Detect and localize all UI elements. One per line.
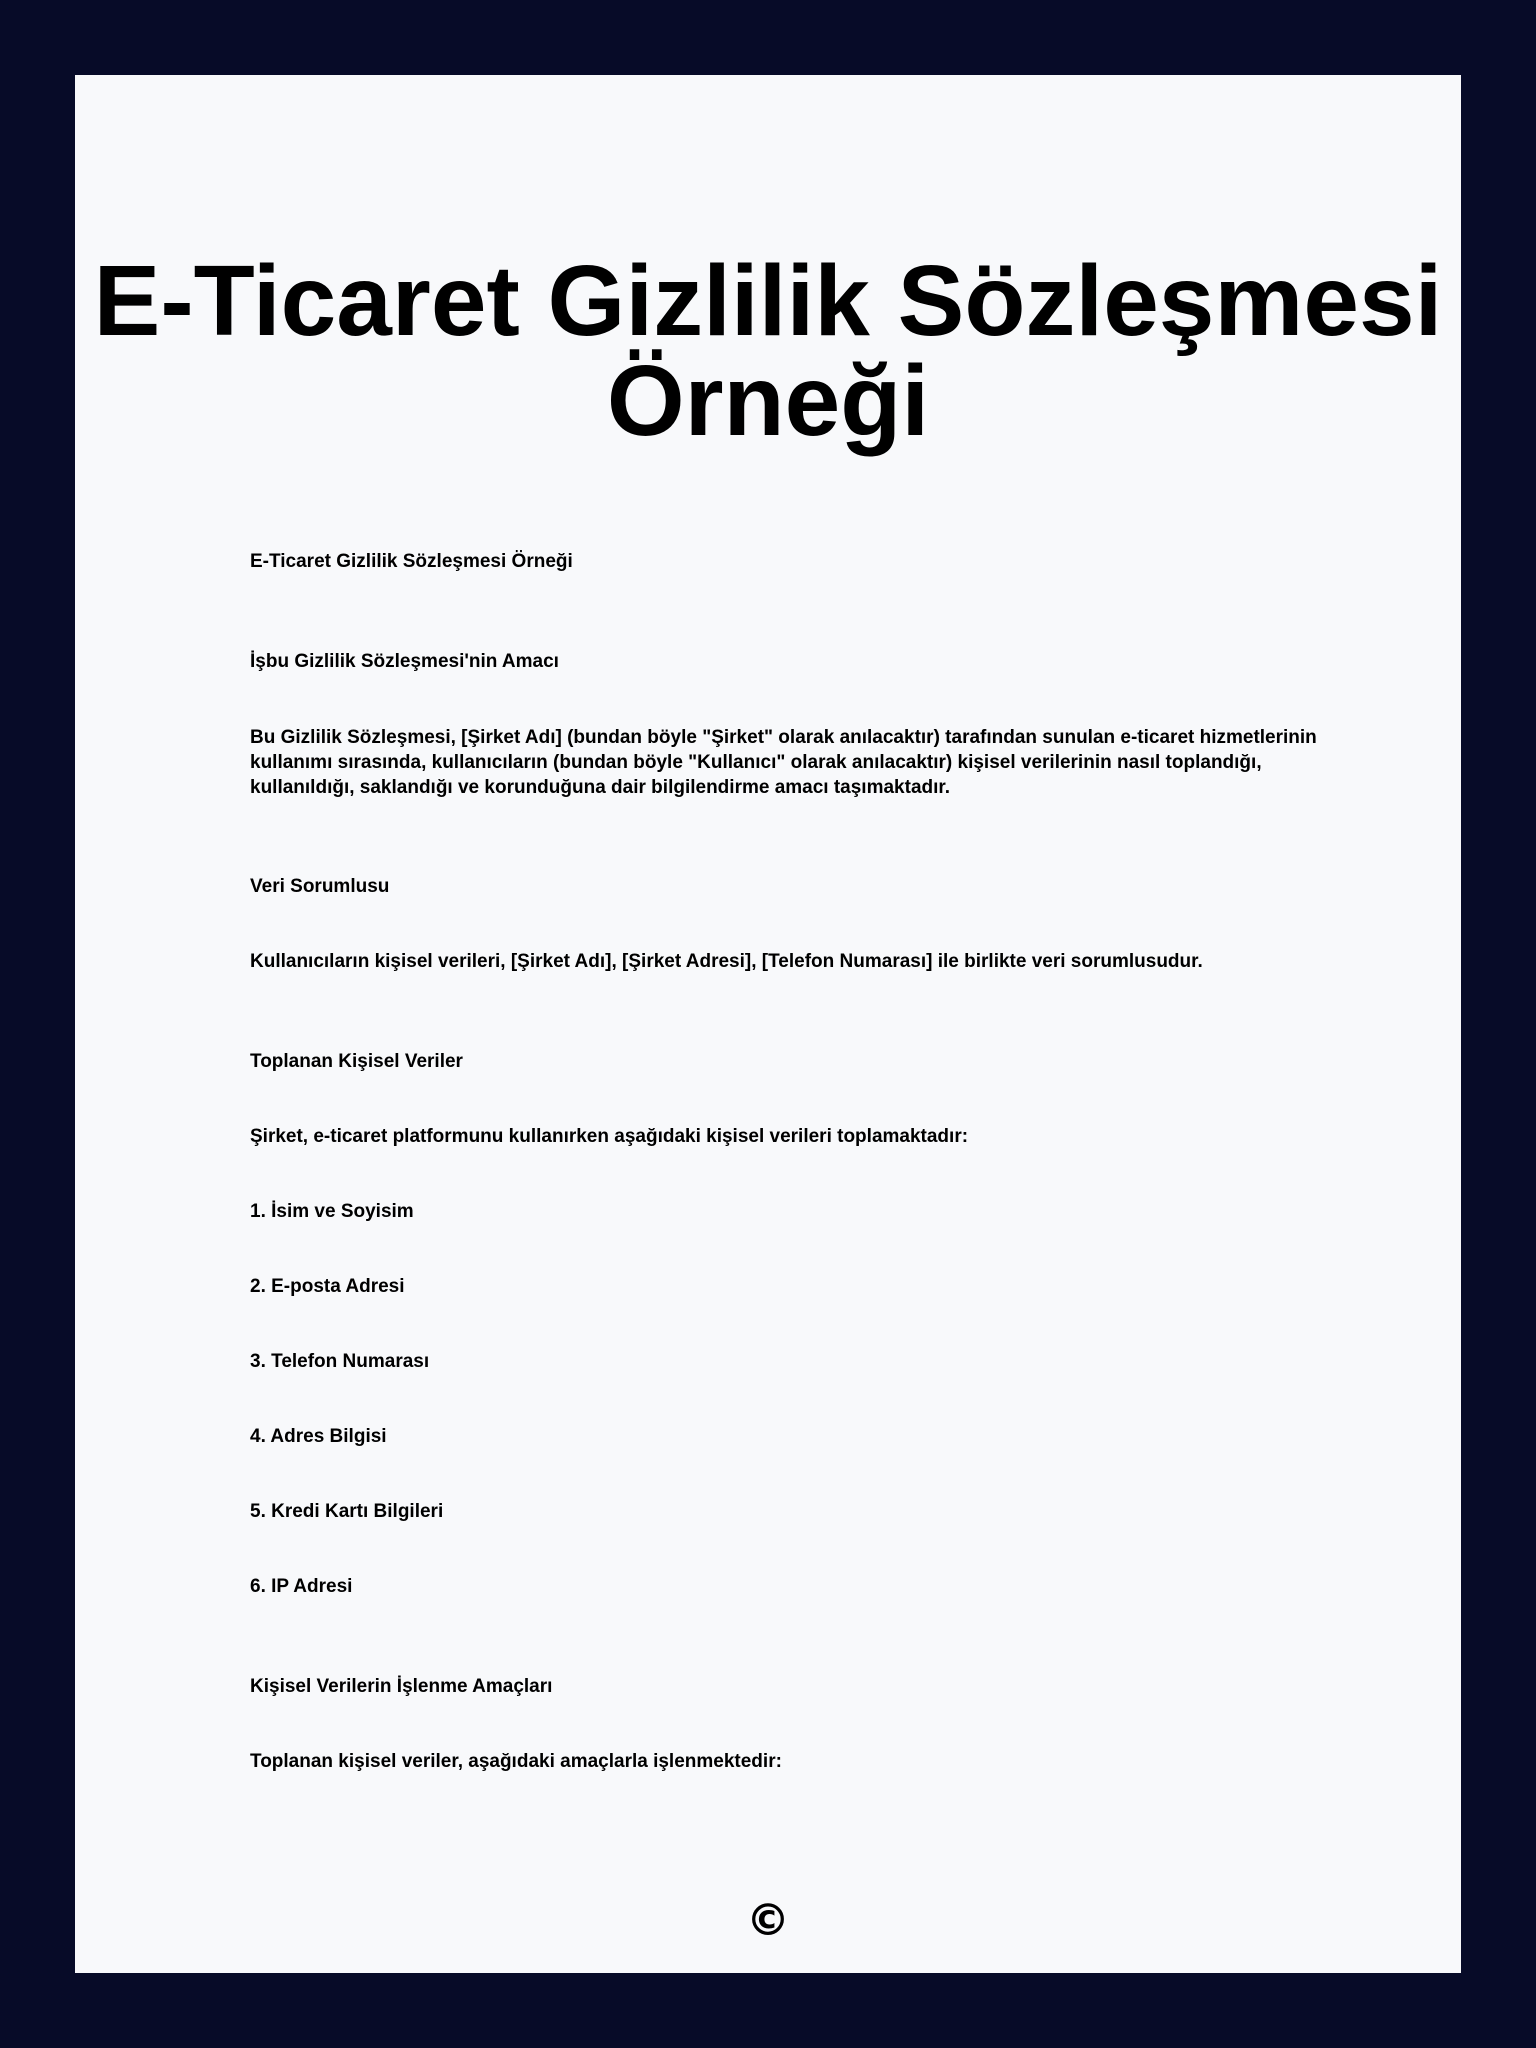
list-item: 6. IP Adresi [250,1576,353,1597]
copyright-icon: © [746,1895,790,1946]
section-heading-processing-purposes: Kişisel Verilerin İşlenme Amaçları [250,1676,553,1697]
list-item: 1. İsim ve Soyisim [250,1201,414,1222]
page-title: E-Ticaret Gizlilik Sözleşmesi Örneği [93,245,1443,457]
list-item: 5. Kredi Kartı Bilgileri [250,1501,444,1522]
list-item: 4. Adres Bilgisi [250,1426,387,1447]
document-page [75,75,1461,1973]
section-heading-collected-data: Toplanan Kişisel Veriler [250,1051,463,1072]
section-paragraph-data-controller: Kullanıcıların kişisel verileri, [Şirket Adı], [Şirket Adresi], [Telefon Numarası] ile birlikte veri sorumlusudur. [250,951,1203,972]
section-heading-data-controller: Veri Sorumlusu [250,876,390,897]
document-subtitle: E-Ticaret Gizlilik Sözleşmesi Örneği [250,551,573,572]
section-paragraph-processing-purposes: Toplanan kişisel veriler, aşağıdaki amaçlarla işlenmektedir: [250,1751,782,1772]
list-item: 2. E-posta Adresi [250,1276,405,1297]
section-heading-purpose: İşbu Gizlilik Sözleşmesi'nin Amacı [250,651,559,672]
section-paragraph-collected-data: Şirket, e-ticaret platformunu kullanırken aşağıdaki kişisel verileri toplamaktadır: [250,1126,969,1147]
list-item: 3. Telefon Numarası [250,1351,430,1372]
section-paragraph-purpose: Bu Gizlilik Sözleşmesi, [Şirket Adı] (bundan böyle "Şirket" olarak anılacaktır) tarafından sunulan e-ticaret hizmetlerinin kullanımı sırasında, kullanıcıların (bundan böyle "Kullanıcı" olarak anılacaktır) kişisel verilerinin nasıl toplandığı, kullanıldığı, saklandığı ve korunduğuna dair bilgilendirme amacı taşımaktadır. [250,727,1317,798]
